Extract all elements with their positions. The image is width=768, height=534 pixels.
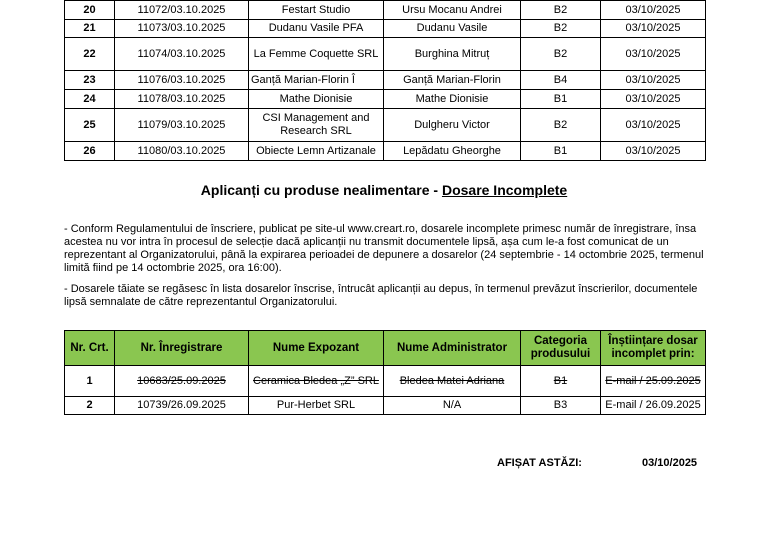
table-row [65, 71, 706, 90]
row-number: 23 [65, 71, 115, 90]
table-row [65, 1, 706, 20]
product-category: B2 [521, 20, 601, 38]
administrator-name: Lepădatu Gheorghe [384, 142, 521, 161]
header-category: Categoria produsului [521, 331, 601, 366]
row-number: 21 [65, 20, 115, 38]
registration-number: 11076/03.10.2025 [115, 71, 249, 90]
exhibitor-name: Pur-Herbet SRL [249, 397, 384, 415]
table-row [65, 142, 706, 161]
exhibitor-name-text: Ceramica Bledea „Z” SRL [253, 374, 379, 387]
row-number: 22 [65, 38, 115, 71]
exhibitor-name: CSI Management and Research SRL [249, 109, 384, 142]
rules-paragraph: - Conform Regulamentului de înscriere, publicat pe site-ul www.creart.ro, dosarele incomplete primesc număr de înregistrare, însa acestea nu vor intra în procesul de selecție dacă aplicanții nu transmit documentele lipsă, așa cum le-a fost comunicat de un reprezentant al Organizatorului, până la expirarea perioadei de depunere a dosarelor (24 septembrie - 14 octombrie 2025, termenul limită fiind pe 14 octombrie 2025, ora 16:00). [64, 223, 704, 274]
table-row [65, 366, 706, 397]
registration-date: 03/10/2025 [601, 20, 706, 38]
row-number: 2 [65, 397, 115, 415]
section-title-main: Aplicanți cu produse nealimentare - [200, 182, 442, 198]
registration-number-text: 10683/25.09.2025 [137, 374, 226, 387]
registration-date: 03/10/2025 [601, 90, 706, 109]
administrator-name: Ursu Mocanu Andrei [384, 1, 521, 20]
table-row [65, 38, 706, 71]
header-nr-crt: Nr. Crt. [65, 331, 115, 366]
row-number: 26 [65, 142, 115, 161]
registration-date: 03/10/2025 [601, 71, 706, 90]
exhibitor-name: Ganță Marian-Florin Î [249, 71, 384, 90]
administrator-name [384, 366, 521, 397]
header-administrator: Nume Administrator [384, 331, 521, 366]
section-title [0, 182, 768, 198]
posted-today-label: AFIȘAT ASTĂZI: [497, 457, 582, 469]
product-category: B4 [521, 71, 601, 90]
registration-number: 11079/03.10.2025 [115, 109, 249, 142]
notification: E-mail / 26.09.2025 [601, 397, 706, 415]
registration-date: 03/10/2025 [601, 38, 706, 71]
registration-date: 03/10/2025 [601, 142, 706, 161]
registration-number: 11074/03.10.2025 [115, 38, 249, 71]
table-row [65, 90, 706, 109]
administrator-name: Ganță Marian-Florin [384, 71, 521, 90]
administrator-name: Mathe Dionisie [384, 90, 521, 109]
registration-number [115, 366, 249, 397]
administrator-name: Burghina Mitruț [384, 38, 521, 71]
product-category [521, 366, 601, 397]
exhibitor-name: Obiecte Lemn Artizanale [249, 142, 384, 161]
product-category-text: B1 [553, 374, 568, 387]
registration-number: 11072/03.10.2025 [115, 1, 249, 20]
product-category: B2 [521, 38, 601, 71]
row-number: 20 [65, 1, 115, 20]
crossed-files-note: - Dosarele tăiate se regăsesc în lista dosarelor înscrise, întrucât aplicanții au depus, în termenul prevăzut înscrierilor, documentele lipsă semnalate de către reprezentantul Organizatorului. [64, 283, 698, 308]
exhibitor-name: La Femme Coquette SRL [249, 38, 384, 71]
administrator-name-text: Bledea Matei Adriana [399, 374, 505, 387]
exhibitor-name [249, 366, 384, 397]
registration-date: 03/10/2025 [601, 1, 706, 20]
exhibitor-name: Dudanu Vasile PFA [249, 20, 384, 38]
table-header-row [65, 331, 706, 366]
exhibitor-name: Mathe Dionisie [249, 90, 384, 109]
administrator-name: N/A [384, 397, 521, 415]
header-registration: Nr. Înregistrare [115, 331, 249, 366]
administrator-name: Dudanu Vasile [384, 20, 521, 38]
posted-today-date: 03/10/2025 [642, 457, 698, 469]
registration-date: 03/10/2025 [601, 109, 706, 142]
registration-number: 10739/26.09.2025 [115, 397, 249, 415]
product-category: B1 [521, 90, 601, 109]
product-category: B2 [521, 109, 601, 142]
notification-text: E-mail / 25.09.2025 [605, 374, 701, 387]
header-exhibitor: Nume Expozant [249, 331, 384, 366]
product-category: B2 [521, 1, 601, 20]
row-number: 1 [65, 366, 115, 397]
registered-applicants-table [64, 0, 706, 161]
registration-number: 11080/03.10.2025 [115, 142, 249, 161]
product-category: B3 [521, 397, 601, 415]
notification [601, 366, 706, 397]
administrator-name: Dulgheru Victor [384, 109, 521, 142]
table-row [65, 397, 706, 415]
product-category: B1 [521, 142, 601, 161]
row-number: 25 [65, 109, 115, 142]
row-number: 24 [65, 90, 115, 109]
header-notification: Înștiințare dosar incomplet prin: [601, 331, 706, 366]
exhibitor-name: Festart Studio [249, 1, 384, 20]
registration-number: 11073/03.10.2025 [115, 20, 249, 38]
table-row [65, 109, 706, 142]
registration-number: 11078/03.10.2025 [115, 90, 249, 109]
incomplete-files-table [64, 330, 706, 415]
table-row [65, 20, 706, 38]
section-title-underlined: Dosare Incomplete [441, 182, 568, 198]
